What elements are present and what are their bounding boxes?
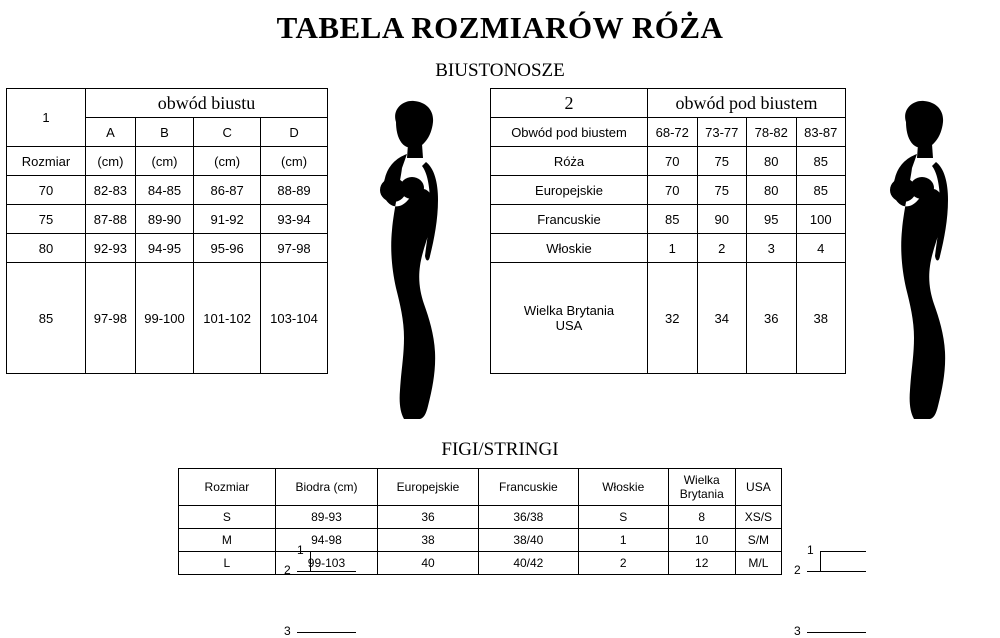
panties-m-eu: 38 — [378, 529, 479, 552]
bust-size-75: 75 — [7, 205, 86, 234]
underbust-size-table — [490, 88, 846, 374]
underbust-table-span-header: obwód pod biustem — [648, 89, 846, 118]
table-row — [7, 205, 328, 234]
panties-col-europejskie: Europejskie — [378, 469, 479, 506]
panties-col-wloskie: Włoskie — [578, 469, 668, 506]
underbust-table-corner-label: 2 — [491, 89, 648, 118]
underbust-row-europejskie: Europejskie — [491, 176, 648, 205]
panties-l-size: L — [179, 552, 276, 575]
bust-table-span-header: obwód biustu — [86, 89, 328, 118]
table-row — [491, 263, 846, 374]
table-row — [491, 147, 846, 176]
panties-col-francuskie: Francuskie — [478, 469, 578, 506]
panties-l-uk: 12 — [668, 552, 735, 575]
bust-unit-d: (cm) — [261, 147, 328, 176]
section-title-panties: FIGI/STRINGI — [441, 439, 559, 460]
bust-80-c: 95-96 — [194, 234, 261, 263]
bust-70-c: 86-87 — [194, 176, 261, 205]
bust-row-label: Rozmiar — [7, 147, 86, 176]
panties-l-it: 2 — [578, 552, 668, 575]
bust-85-a: 97-98 — [86, 263, 136, 374]
panties-s-eu: 36 — [378, 506, 479, 529]
underbust-it-4: 4 — [796, 234, 846, 263]
underbust-header-label: Obwód pod biustem — [491, 118, 648, 147]
panties-size-table — [178, 468, 782, 575]
underbust-row-francuskie: Francuskie — [491, 205, 648, 234]
panties-col-rozmiar: Rozmiar — [179, 469, 276, 506]
panties-m-usa: S/M — [735, 529, 781, 552]
underbust-fr-1: 85 — [648, 205, 698, 234]
table-row — [179, 469, 782, 506]
bust-col-a: A — [86, 118, 136, 147]
callout-line-3 — [297, 632, 356, 633]
underbust-fr-3: 95 — [747, 205, 797, 234]
callout-connector — [820, 551, 821, 571]
bust-70-a: 82-83 — [86, 176, 136, 205]
underbust-range-3: 78-82 — [747, 118, 797, 147]
bust-80-d: 97-98 — [261, 234, 328, 263]
uk-label-line1: Wielka Brytania — [523, 303, 615, 318]
underbust-it-1: 1 — [648, 234, 698, 263]
panties-l-fr: 40/42 — [478, 552, 578, 575]
bust-70-b: 84-85 — [135, 176, 193, 205]
bust-col-d: D — [261, 118, 328, 147]
panties-m-size: M — [179, 529, 276, 552]
panties-s-hips: 89-93 — [275, 506, 377, 529]
callout-line-3 — [807, 632, 866, 633]
callout-2: 2 — [794, 563, 801, 577]
underbust-fr-4: 100 — [796, 205, 846, 234]
underbust-row-roza: Róża — [491, 147, 648, 176]
underbust-eu-3: 80 — [747, 176, 797, 205]
table-row — [179, 506, 782, 529]
panties-l-eu: 40 — [378, 552, 479, 575]
table-row — [7, 89, 328, 118]
table-row — [7, 147, 328, 176]
underbust-row-wloskie: Włoskie — [491, 234, 648, 263]
bust-unit-b: (cm) — [135, 147, 193, 176]
table-row — [179, 529, 782, 552]
bust-col-b: B — [135, 118, 193, 147]
bust-unit-c: (cm) — [194, 147, 261, 176]
table-row — [491, 89, 846, 118]
panties-m-it: 1 — [578, 529, 668, 552]
bust-80-b: 94-95 — [135, 234, 193, 263]
bust-size-table — [6, 88, 328, 374]
underbust-uk-2: 34 — [697, 263, 747, 374]
panties-m-hips: 94-98 — [275, 529, 377, 552]
panties-s-uk: 8 — [668, 506, 735, 529]
callout-line-1 — [820, 551, 866, 552]
panties-col-biodra: Biodra (cm) — [275, 469, 377, 506]
underbust-uk-3: 36 — [747, 263, 797, 374]
panties-s-size: S — [179, 506, 276, 529]
panties-s-usa: XS/S — [735, 506, 781, 529]
callout-3: 3 — [284, 624, 291, 638]
underbust-roza-1: 70 — [648, 147, 698, 176]
underbust-roza-4: 85 — [796, 147, 846, 176]
callout-3: 3 — [794, 624, 801, 638]
bust-75-c: 91-92 — [194, 205, 261, 234]
bust-85-d: 103-104 — [261, 263, 328, 374]
underbust-range-4: 83-87 — [796, 118, 846, 147]
table-row — [7, 176, 328, 205]
uk-label-line2: USA — [555, 318, 583, 333]
table-row — [491, 176, 846, 205]
bust-85-c: 101-102 — [194, 263, 261, 374]
panties-s-it: S — [578, 506, 668, 529]
panties-uk-line1: Wielka — [683, 473, 720, 487]
callout-2: 2 — [284, 563, 291, 577]
bust-80-a: 92-93 — [86, 234, 136, 263]
underbust-uk-4: 38 — [796, 263, 846, 374]
panties-m-uk: 10 — [668, 529, 735, 552]
underbust-roza-3: 80 — [747, 147, 797, 176]
bust-85-b: 99-100 — [135, 263, 193, 374]
panties-uk-line2: Brytania — [679, 487, 724, 501]
bust-size-80: 80 — [7, 234, 86, 263]
bust-70-d: 88-89 — [261, 176, 328, 205]
underbust-it-3: 3 — [747, 234, 797, 263]
page-title: TABELA ROZMIARÓW RÓŻA — [276, 10, 724, 45]
callout-line-2 — [807, 571, 866, 572]
underbust-eu-2: 75 — [697, 176, 747, 205]
underbust-fr-2: 90 — [697, 205, 747, 234]
panties-l-hips: 99-103 — [275, 552, 377, 575]
panties-m-fr: 38/40 — [478, 529, 578, 552]
panties-col-wielka-brytania — [668, 469, 735, 506]
callout-1: 1 — [807, 543, 814, 557]
underbust-it-2: 2 — [697, 234, 747, 263]
panties-col-usa: USA — [735, 469, 781, 506]
table-row — [179, 552, 782, 575]
table-row — [7, 234, 328, 263]
bust-size-70: 70 — [7, 176, 86, 205]
bust-75-d: 93-94 — [261, 205, 328, 234]
bust-unit-a: (cm) — [86, 147, 136, 176]
underbust-range-2: 73-77 — [697, 118, 747, 147]
bust-75-b: 89-90 — [135, 205, 193, 234]
bust-col-c: C — [194, 118, 261, 147]
bust-size-85: 85 — [7, 263, 86, 374]
panties-s-fr: 36/38 — [478, 506, 578, 529]
panties-l-usa: M/L — [735, 552, 781, 575]
table-row — [7, 263, 328, 374]
underbust-eu-4: 85 — [796, 176, 846, 205]
table-row — [491, 234, 846, 263]
callout-1: 1 — [297, 543, 304, 557]
underbust-eu-1: 70 — [648, 176, 698, 205]
section-title-bras: BIUSTONOSZE — [435, 60, 565, 81]
underbust-uk-1: 32 — [648, 263, 698, 374]
underbust-row-uk-usa — [491, 263, 648, 374]
underbust-roza-2: 75 — [697, 147, 747, 176]
bust-75-a: 87-88 — [86, 205, 136, 234]
table-row — [491, 205, 846, 234]
underbust-range-1: 68-72 — [648, 118, 698, 147]
table-row — [491, 118, 846, 147]
bust-table-corner-label: 1 — [7, 89, 86, 147]
